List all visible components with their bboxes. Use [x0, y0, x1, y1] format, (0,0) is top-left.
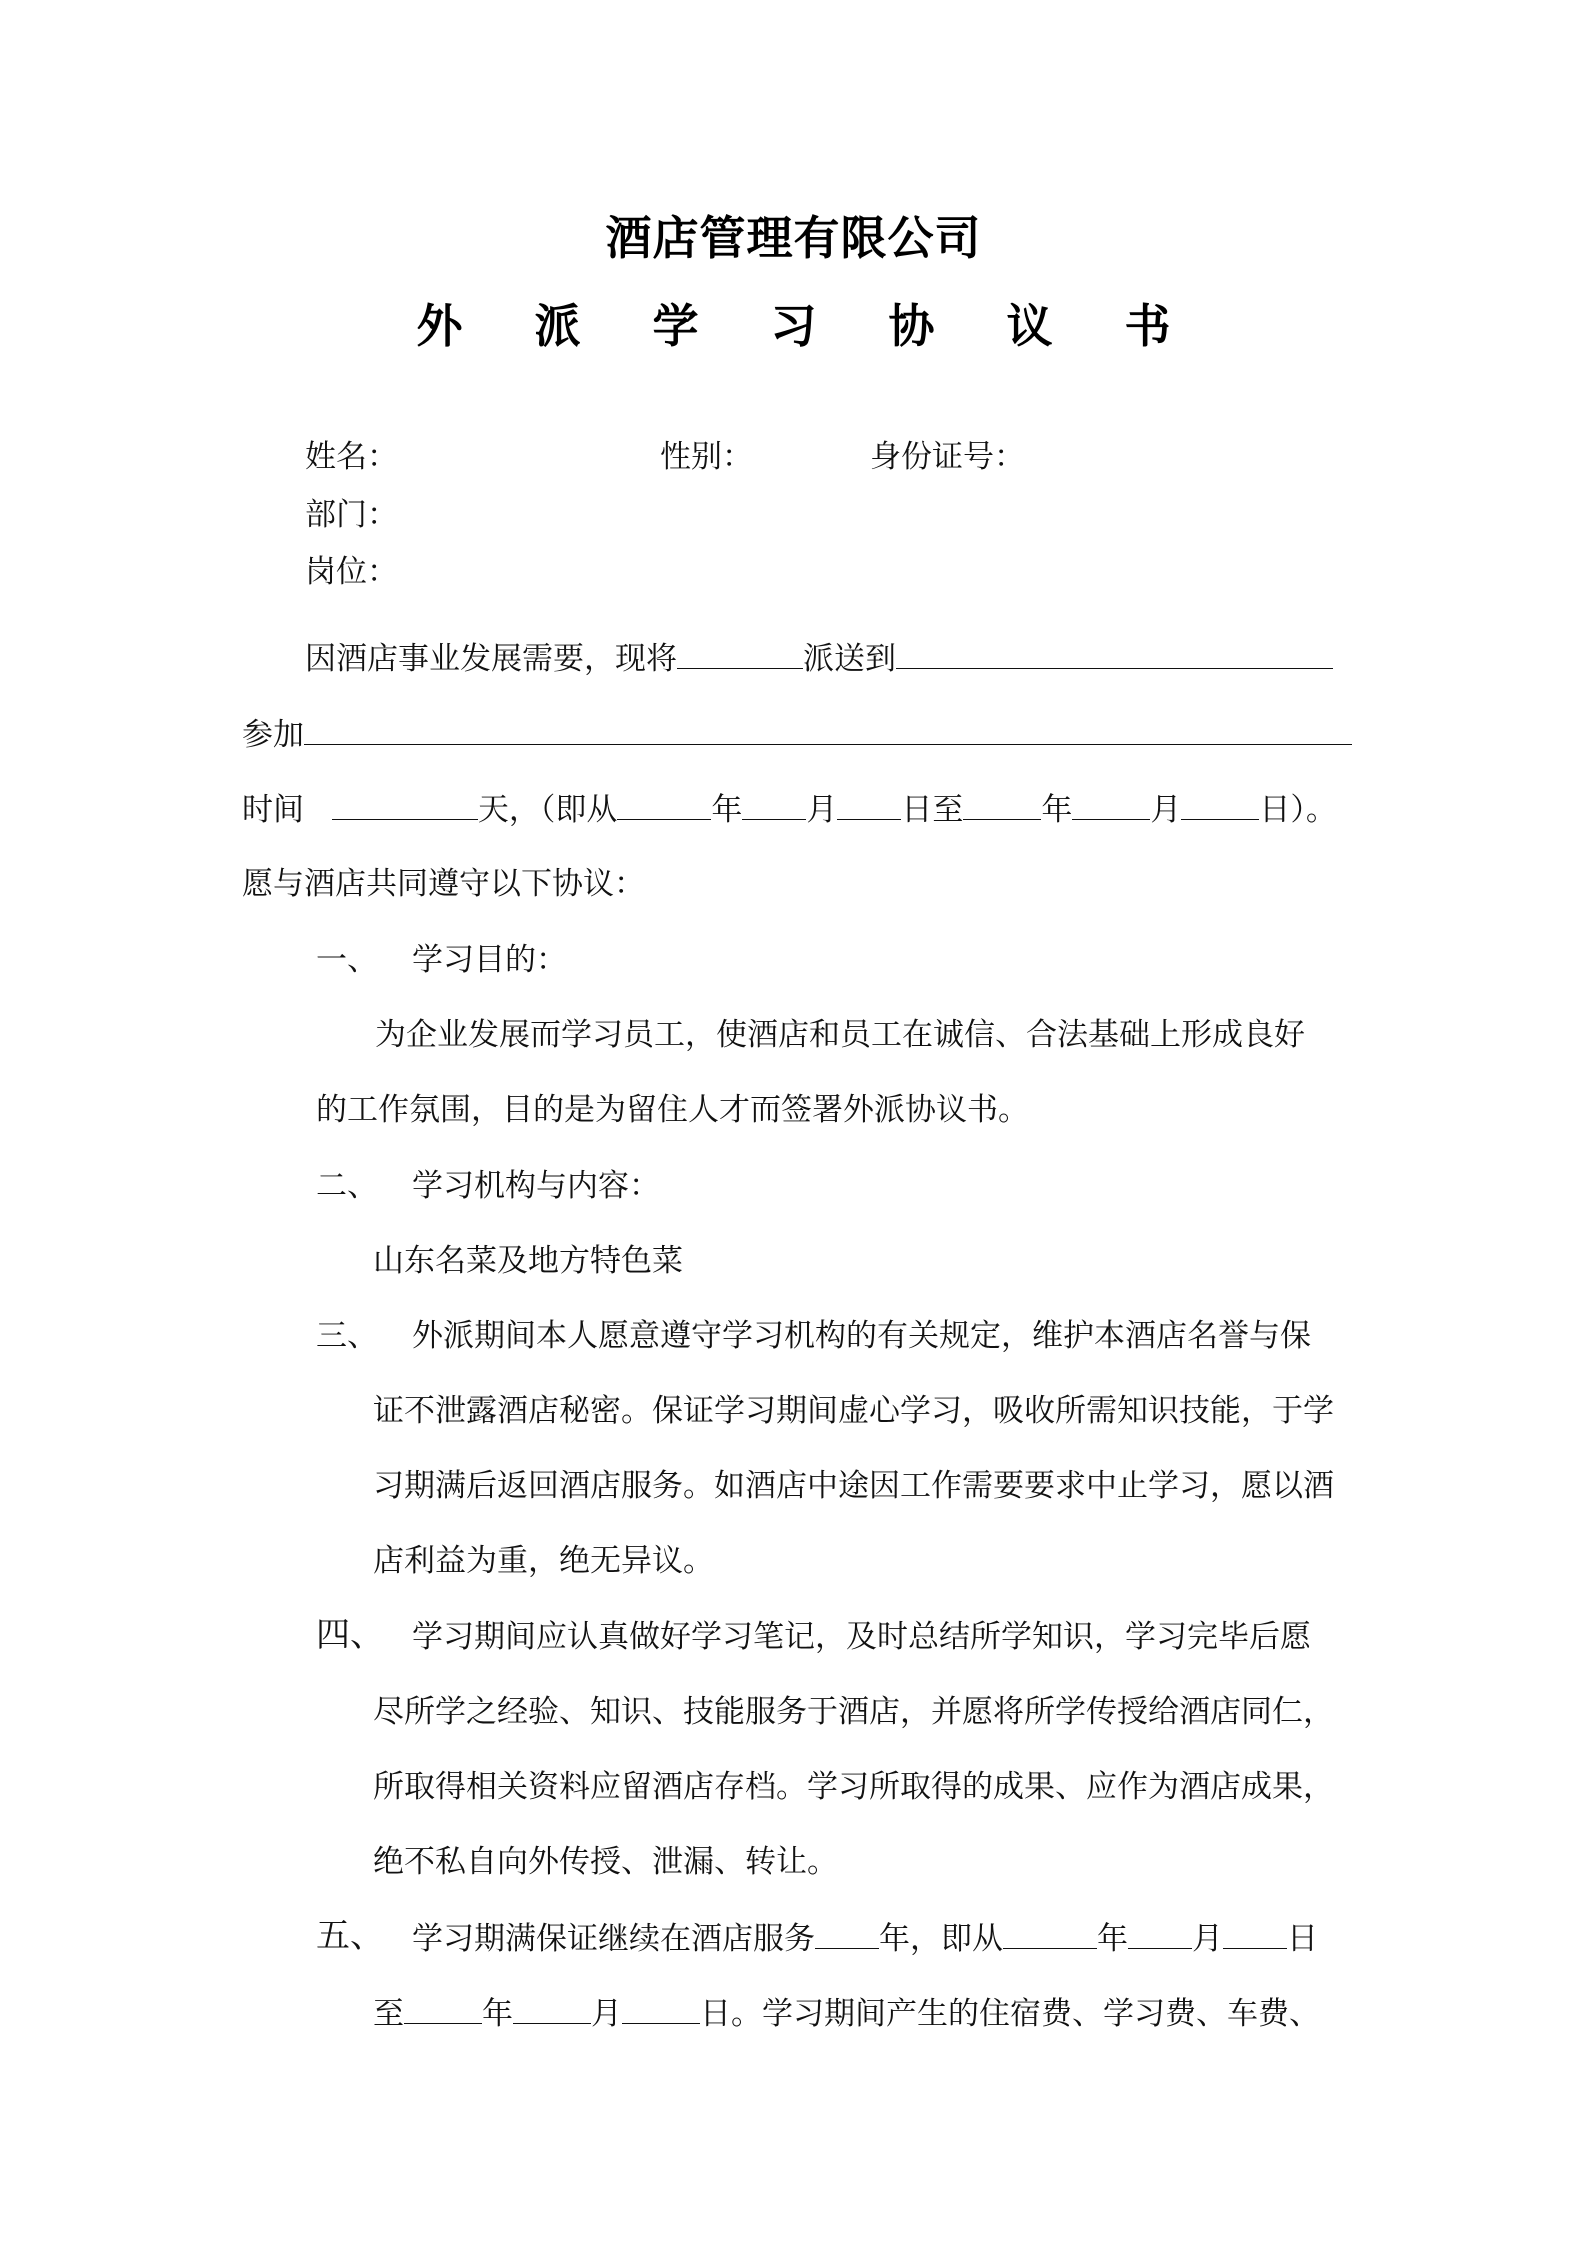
department-label: 部门：	[305, 497, 398, 533]
day-label: 日至	[901, 792, 964, 828]
day-label: 日	[1287, 1921, 1318, 1957]
gender-label: 性别：	[660, 439, 753, 475]
document-title: 外 派 学 习 协 议 书	[416, 299, 1199, 353]
section-2-number: 二、	[316, 1168, 378, 1204]
month-label: 月	[591, 1996, 622, 2032]
section-3-text: 外派期间本人愿意遵守学习机构的有关规定，维护本酒店名誉与保	[412, 1318, 1311, 1354]
intro-line-3	[242, 789, 1337, 830]
section-5-text: 日。学习期间产生的住宿费、学习费、车费、	[700, 1996, 1320, 2032]
service-end-day-blank[interactable]	[622, 1993, 700, 2024]
service-years-blank[interactable]	[815, 1918, 879, 1949]
intro-line-1	[305, 638, 1333, 679]
start-month-blank[interactable]	[742, 789, 806, 820]
intro-line-4: 愿与酒店共同遵守以下协议：	[242, 866, 645, 902]
company-name: 酒店管理有限公司	[605, 211, 982, 265]
service-start-year-blank[interactable]	[1003, 1918, 1097, 1949]
intro-text: 时间	[242, 792, 304, 828]
day-label: 日）。	[1259, 792, 1337, 828]
service-end-year-blank[interactable]	[404, 1993, 482, 2024]
section-2-title: 学习机构与内容：	[412, 1168, 660, 1204]
section-3-text: 证不泄露酒店秘密。保证学习期间虚心学习，吸收所需知识技能，于学	[373, 1393, 1334, 1429]
month-label: 月	[806, 792, 838, 828]
service-start-month-blank[interactable]	[1128, 1918, 1192, 1949]
position-label: 岗位：	[305, 554, 398, 590]
end-day-blank[interactable]	[1181, 789, 1259, 820]
section-3-text: 习期满后返回酒店服务。如酒店中途因工作需要要求中止学习，愿以酒	[373, 1468, 1334, 1504]
section-2-text: 山东名菜及地方特色菜	[373, 1243, 683, 1279]
name-label: 姓名：	[305, 439, 398, 475]
section-5-number: 五、	[316, 1916, 384, 1956]
destination-blank[interactable]	[896, 638, 1333, 669]
section-3-number: 三、	[316, 1318, 378, 1354]
section-4-text: 所取得相关资料应留酒店存档。学习所取得的成果、应作为酒店成果，	[373, 1769, 1334, 1805]
section-4-text: 尽所学之经验、知识、技能服务于酒店，并愿将所学传授给酒店同仁，	[373, 1694, 1334, 1730]
section-4-text: 学习期间应认真做好学习笔记，及时总结所学知识，学习完毕后愿	[412, 1619, 1311, 1655]
intro-text: 天，（即从	[477, 792, 618, 828]
section-1-title: 学习目的：	[412, 942, 567, 978]
service-end-month-blank[interactable]	[513, 1993, 591, 2024]
month-label: 月	[1150, 792, 1182, 828]
employee-name-blank[interactable]	[677, 638, 803, 669]
intro-text: 参加	[242, 717, 304, 753]
section-1-number: 一、	[316, 942, 378, 978]
section-4-text: 绝不私自向外传授、泄漏、转让。	[373, 1844, 838, 1880]
program-blank[interactable]	[304, 714, 1352, 745]
end-year-blank[interactable]	[963, 789, 1041, 820]
section-5-text: 至	[373, 1996, 404, 2032]
year-label: 年	[1097, 1921, 1128, 1957]
intro-text: 派送到	[803, 641, 896, 677]
year-label: 年	[711, 792, 743, 828]
section-5-text: 年，即从	[879, 1921, 1003, 1957]
year-label: 年	[482, 1996, 513, 2032]
id-number-label: 身份证号：	[870, 439, 1025, 475]
start-year-blank[interactable]	[617, 789, 711, 820]
section-5-line-1	[412, 1918, 1318, 1959]
start-day-blank[interactable]	[837, 789, 901, 820]
days-blank[interactable]	[332, 789, 478, 820]
section-1-text: 为企业发展而学习员工，使酒店和员工在诚信、合法基础上形成良好	[375, 1017, 1305, 1053]
section-5-line-2	[373, 1993, 1320, 2034]
section-1-text: 的工作氛围，目的是为留住人才而签署外派协议书。	[316, 1092, 1029, 1128]
section-4-number: 四、	[316, 1615, 384, 1655]
end-month-blank[interactable]	[1072, 789, 1150, 820]
service-start-day-blank[interactable]	[1223, 1918, 1287, 1949]
intro-line-2	[242, 714, 1352, 755]
intro-text: 因酒店事业发展需要，现将	[305, 641, 677, 677]
year-label: 年	[1041, 792, 1073, 828]
section-5-text: 学习期满保证继续在酒店服务	[412, 1921, 815, 1957]
section-3-text: 店利益为重，绝无异议。	[373, 1543, 714, 1579]
month-label: 月	[1192, 1921, 1223, 1957]
